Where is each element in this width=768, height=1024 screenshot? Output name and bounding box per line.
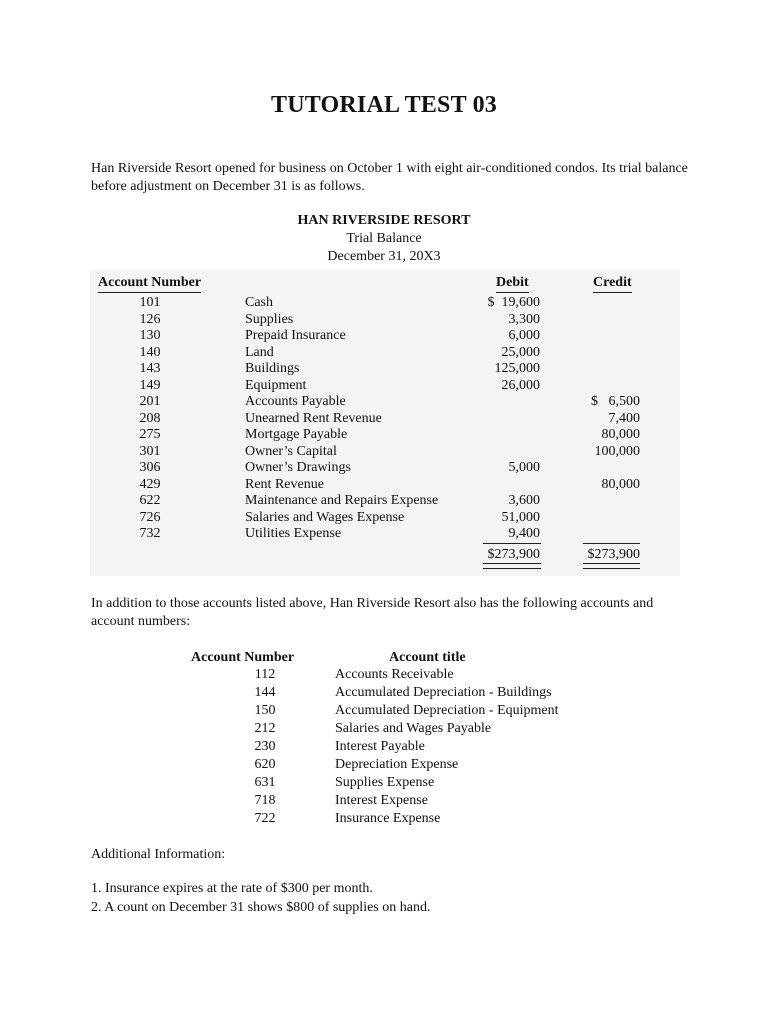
page-title: TUTORIAL TEST 03 [271,92,497,118]
table-row [90,378,680,395]
account-number: 130 [139,328,161,343]
list-item [0,702,768,720]
debit-amount: 3,300 [508,311,540,327]
trial-balance-table [90,270,680,576]
account-name: Equipment [245,377,307,393]
statement-date: December 31, 20X3 [327,249,441,264]
account-name: Mortgage Payable [245,427,348,442]
list-item [0,684,768,702]
table-row [90,477,680,494]
list-item [0,738,768,756]
account-number: 429 [139,476,161,492]
account-number: 140 [139,344,161,360]
header-debit: Debit [496,274,529,293]
company-name: HAN RIVERSIDE RESORT [297,213,471,228]
table-row [90,312,680,329]
account-name: Rent Revenue [245,476,324,492]
credit-amount: $ 6,500 [591,394,640,409]
table-row [90,394,680,411]
account-number: 301 [139,443,161,459]
account-number: 726 [139,509,161,525]
subtotal-rule-debit [483,543,541,544]
statement-name: Trial Balance [346,231,422,246]
account-name: Owner’s Drawings [245,460,351,475]
list-item [0,810,768,828]
table-row [90,411,680,428]
account-number: 622 [139,493,161,508]
account-number: 150 [254,703,276,718]
table-row [90,328,680,345]
account-number: 620 [254,757,276,772]
account-name: Cash [245,295,273,310]
debit-amount: 3,600 [508,493,540,508]
account-number: 631 [254,775,276,790]
info-item-2: 2. A count on December 31 shows $800 of supplies on hand. [91,900,431,915]
header-credit: Credit [593,274,632,293]
list-item [0,720,768,738]
account-number: 230 [254,739,276,754]
credit-amount: 100,000 [594,443,640,459]
account-number: 201 [139,394,161,409]
account-number: 112 [254,667,276,682]
debit-amount: 125,000 [494,361,540,376]
list-item [0,666,768,684]
table-row [90,345,680,362]
account-name: Buildings [245,361,300,376]
account-name: Unearned Rent Revenue [245,410,382,426]
table-row [90,460,680,477]
debit-amount: 6,000 [508,328,540,343]
account-name: Owner’s Capital [245,443,337,459]
account-number: 101 [139,295,161,310]
account-title: Accounts Receivable [335,667,454,682]
additional-info-label: Additional Information: [91,847,226,862]
header-account-number-2: Account Number [191,650,295,665]
info-item-1: 1. Insurance expires at the rate of $300 per month. [91,881,373,896]
account-title: Interest Payable [335,739,425,754]
debit-amount: 26,000 [501,377,540,393]
account-number: 149 [139,377,161,393]
account-number: 144 [254,685,276,700]
account-number: 126 [139,311,161,327]
account-number: 275 [139,427,161,442]
table-row [90,526,680,543]
table-row [90,444,680,461]
debit-amount: 51,000 [501,509,540,525]
account-name: Supplies [245,311,294,327]
account-title: Interest Expense [335,793,428,808]
list-item [0,792,768,810]
account-number: 718 [254,793,276,808]
account-number: 306 [139,460,161,475]
debit-amount: 9,400 [508,526,540,541]
double-rule-credit [583,563,640,569]
account-title: Accumulated Depreciation - Buildings [335,685,552,700]
account-name: Utilities Expense [245,526,342,541]
header-account-title: Account title [389,650,466,665]
account-name: Accounts Payable [245,394,346,409]
table-row [90,427,680,444]
debit-amount: $ 19,600 [487,295,540,310]
account-name: Prepaid Insurance [245,328,346,343]
credit-amount: 7,400 [608,410,640,426]
total-debit: $273,900 [487,547,540,562]
account-title: Depreciation Expense [335,757,459,772]
debit-amount: 25,000 [501,344,540,360]
account-number: 143 [139,361,161,376]
table-row [90,361,680,378]
account-name: Maintenance and Repairs Expense [245,493,439,508]
account-name: Salaries and Wages Expense [245,509,405,525]
list-item [0,774,768,792]
table-row [90,493,680,510]
list-item [0,756,768,774]
total-credit: $273,900 [587,547,640,562]
account-number: 212 [254,721,276,736]
table-row [90,295,680,312]
header-account-number: Account Number [98,274,201,293]
debit-amount: 5,000 [508,460,540,475]
double-rule-debit [483,563,541,569]
credit-amount: 80,000 [601,427,640,442]
additional-accounts-intro: In addition to those accounts listed above, Han Riverside Resort also has the following accounts and account numbers: [91,596,654,629]
account-number: 208 [139,410,161,426]
account-name: Land [245,344,274,360]
account-title: Accumulated Depreciation - Equipment [335,703,559,718]
credit-amount: 80,000 [601,476,640,492]
account-title: Salaries and Wages Payable [335,721,492,736]
account-number: 722 [254,811,276,826]
subtotal-rule-credit [583,543,640,544]
table-row [90,510,680,527]
account-title: Insurance Expense [335,811,441,826]
account-title: Supplies Expense [335,775,435,790]
account-number: 732 [139,526,161,541]
intro-paragraph: Han Riverside Resort opened for business on October 1 with eight air-conditioned condos. Its trial balance before adjustment on December 31 is as follows. [91,161,688,194]
